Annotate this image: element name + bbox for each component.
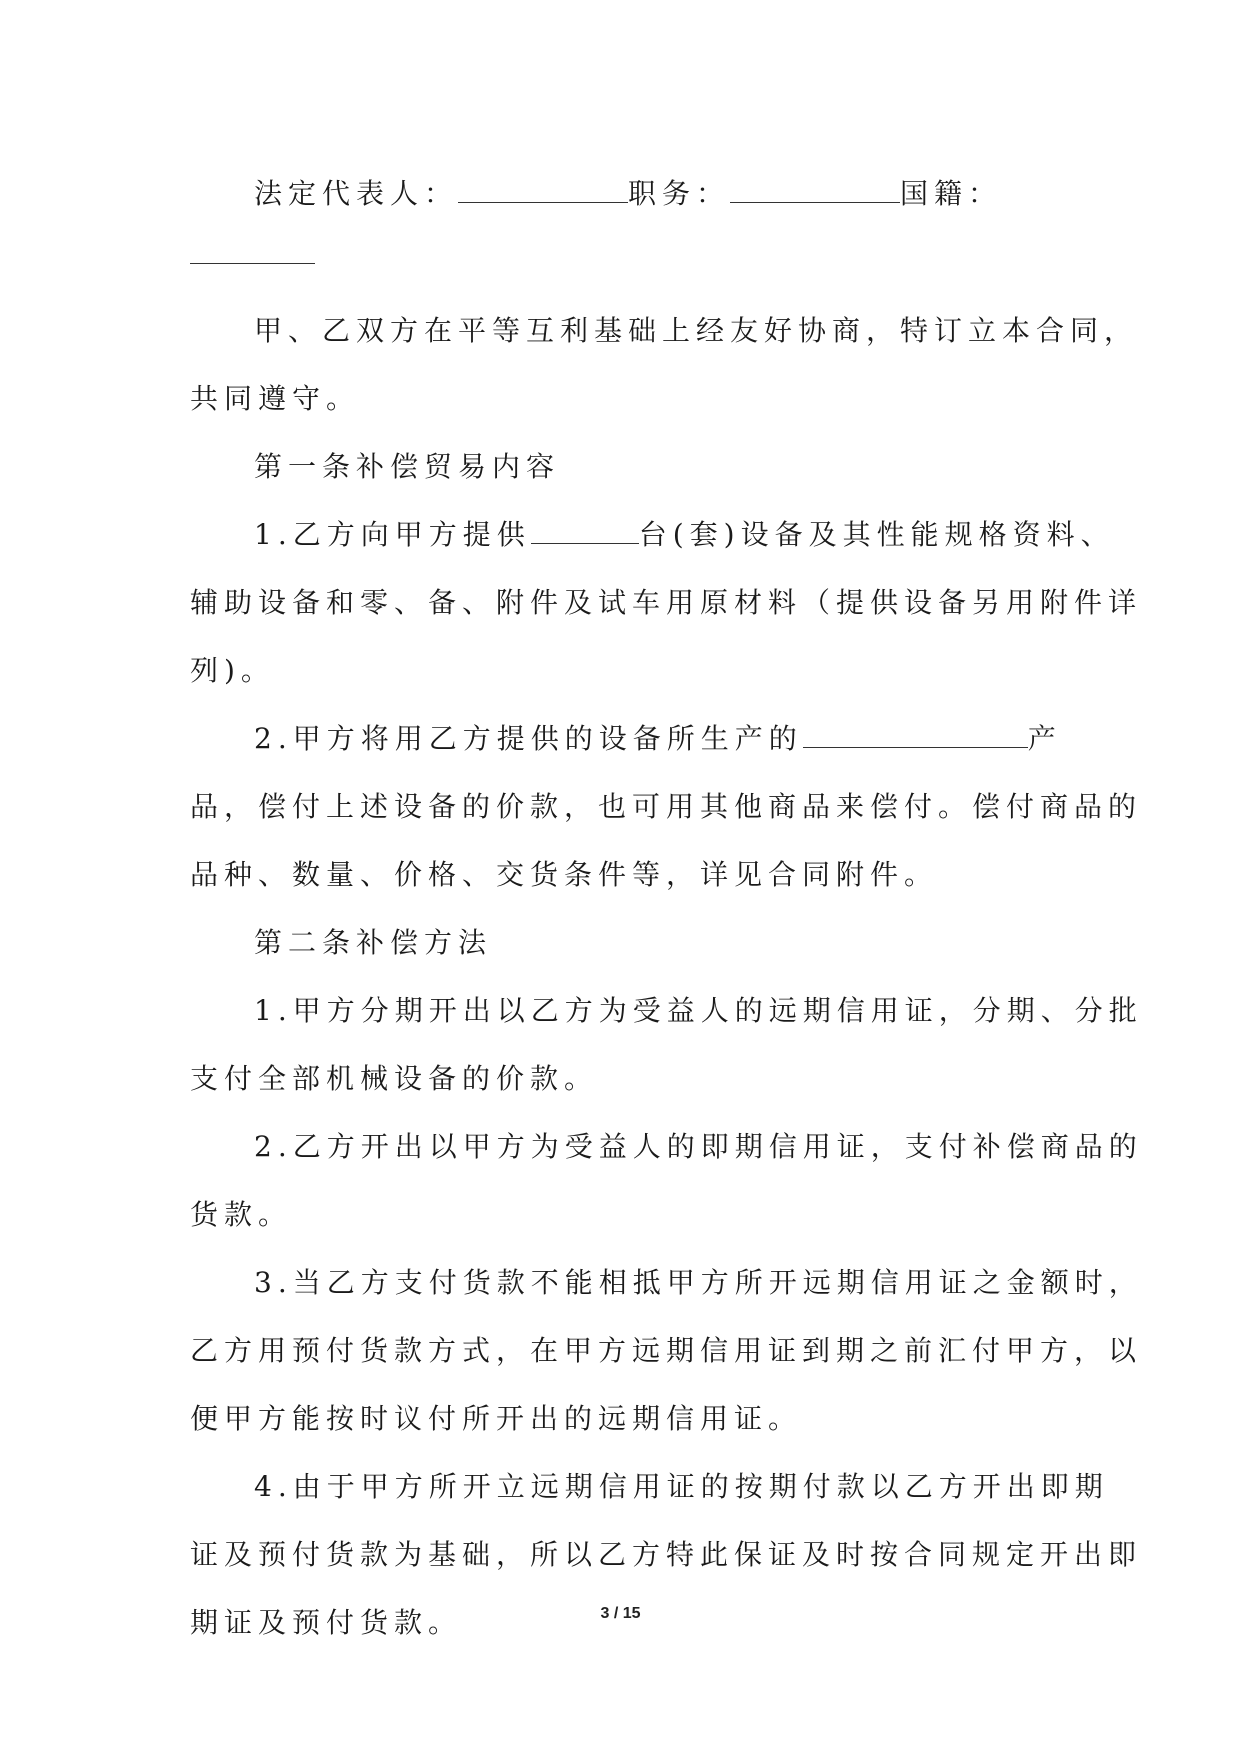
equipment-count-blank — [531, 521, 639, 544]
article-2-item-2-line-1: 2.乙方开出以甲方为受益人的即期信用证，支付补偿商品的 — [254, 1130, 1143, 1163]
article-2-heading: 第二条补偿方法 — [254, 926, 493, 959]
article-2-item-4-line-3: 期证及预付货款。 — [190, 1606, 463, 1639]
article-2-item-1-line-1: 1.甲方分期开出以乙方为受益人的远期信用证，分期、分批 — [254, 994, 1143, 1027]
article-1-item-1-text-b: 台(套)设备及其性能规格资料、 — [638, 518, 1115, 551]
article-2-item-2-line-2: 货款。 — [190, 1198, 293, 1231]
article-2-item-4-line-2: 证及预付货款为基础，所以乙方特此保证及时按合同规定开出即 — [190, 1538, 1143, 1571]
article-1-item-2-line-2: 品，偿付上述设备的价款，也可用其他商品来偿付。偿付商品的 — [190, 790, 1143, 823]
intro-line-2: 共同遵守。 — [190, 382, 361, 415]
nationality-blank — [190, 262, 315, 264]
rep-blank — [458, 180, 628, 203]
page-number: 3 / 15 — [600, 1605, 641, 1622]
article-2-item-3-line-3: 便甲方能按时议付所开出的远期信用证。 — [190, 1402, 803, 1435]
article-1-item-2-text-b: 产 — [1027, 722, 1062, 755]
representative-line — [190, 160, 1055, 228]
article-1-item-2-line-1 — [190, 705, 1062, 773]
article-2-item-4-line-1: 4.由于甲方所开立远期信用证的按期付款以乙方开出即期 — [254, 1470, 1109, 1503]
article-1-item-1-line-3: 列)。 — [190, 654, 275, 687]
article-1-heading: 第一条补偿贸易内容 — [254, 450, 561, 483]
article-1-item-1-line-1 — [190, 501, 1115, 569]
article-1-item-1-line-2: 辅助设备和零、备、附件及试车用原材料（提供设备另用附件详 — [190, 586, 1143, 619]
article-2-item-3-line-1: 3.当乙方支付货款不能相抵甲方所开远期信用证之金额时， — [254, 1266, 1143, 1299]
document-body — [190, 160, 1143, 1657]
product-blank — [803, 725, 1028, 748]
duty-label: 职务： — [628, 177, 731, 210]
article-2-item-3-line-2: 乙方用预付货款方式，在甲方远期信用证到期之前汇付甲方，以 — [190, 1334, 1143, 1367]
article-2-item-1-line-2: 支付全部机械设备的价款。 — [190, 1062, 599, 1095]
article-1-item-2-text-a: 2.甲方将用乙方提供的设备所生产的 — [254, 722, 803, 755]
rep-label: 法定代表人： — [254, 177, 459, 210]
article-1-item-2-line-3: 品种、数量、价格、交货条件等，详见合同附件。 — [190, 858, 939, 891]
duty-blank — [730, 180, 900, 203]
intro-line-1: 甲、乙双方在平等互利基础上经友好协商，特订立本合同， — [254, 314, 1139, 347]
nationality-label: 国籍： — [900, 177, 1003, 210]
article-1-item-1-text-a: 1.乙方向甲方提供 — [254, 518, 531, 551]
